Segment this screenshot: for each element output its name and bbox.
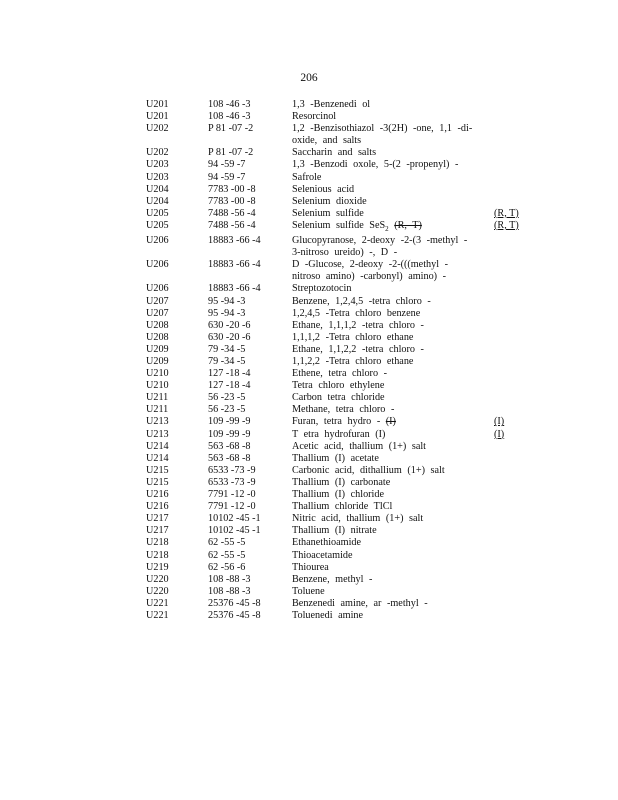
- substance-name: [292, 147, 492, 159]
- cas-number: 108 -46 -3: [208, 111, 251, 123]
- table-row: [146, 308, 526, 320]
- table-row: [146, 586, 526, 598]
- waste-code: U204: [146, 183, 169, 195]
- table-row: [146, 477, 526, 489]
- table-row: [146, 332, 526, 344]
- cas-number: 7488 -56 -4: [208, 219, 256, 231]
- table-row: [146, 111, 526, 123]
- waste-code: U202: [146, 147, 169, 159]
- substance-name-line: Thallium (I) chloride: [292, 489, 384, 501]
- substance-name: [292, 99, 492, 111]
- table-row: [146, 489, 526, 501]
- substance-name-line: Resorcinol: [292, 111, 337, 123]
- hazard-code: (R, T): [494, 207, 519, 219]
- waste-code: U203: [146, 159, 169, 171]
- table-row: [146, 368, 526, 380]
- waste-code: U203: [146, 171, 169, 183]
- substance-name: [292, 235, 492, 259]
- cas-number: 108 -46 -3: [208, 99, 251, 110]
- cas-number: 7783 -00 -8: [208, 195, 256, 207]
- hazard-code: (R, T): [494, 219, 519, 231]
- cas-number: 109 -99 -9: [208, 428, 251, 440]
- cas-number: 10102 -45 -1: [208, 525, 261, 537]
- substance-name-line: 1,1,1,2 -Tetra chloro ethane: [292, 331, 414, 343]
- table-row: [146, 598, 526, 610]
- waste-code: U213: [146, 428, 169, 440]
- substance-name-line-2: oxide, and salts: [292, 135, 362, 147]
- substance-name-line: Thallium (I) nitrate: [292, 525, 377, 537]
- table-row: [146, 259, 526, 283]
- table-row: [146, 404, 526, 416]
- waste-code: U218: [146, 537, 169, 549]
- subscript: 2: [385, 224, 389, 233]
- table-row: [146, 513, 526, 525]
- cas-number: 6533 -73 -9: [208, 476, 256, 488]
- cas-number: 127 -18 -4: [208, 380, 251, 392]
- cas-number: 563 -68 -8: [208, 440, 251, 452]
- substance-name: [292, 562, 492, 574]
- table-row: [146, 208, 526, 220]
- waste-code: U210: [146, 368, 169, 380]
- substance-name-line: Thallium chloride TlCl: [292, 501, 393, 513]
- cas-number: 94 -59 -7: [208, 159, 246, 171]
- cas-number: 62 -55 -5: [208, 549, 246, 561]
- waste-code: U211: [146, 392, 169, 404]
- table-row: [146, 610, 526, 622]
- substance-name-line: Thallium (I) acetate: [292, 452, 379, 464]
- substance-name: [292, 429, 492, 441]
- substance-name-line: Nitric acid, thallium (1+) salt: [292, 513, 424, 525]
- substance-name: [292, 283, 492, 295]
- substance-name: [292, 308, 492, 320]
- cas-number: 79 -34 -5: [208, 356, 246, 367]
- substance-name-line: Benzenedi amine, ar -methyl -: [292, 597, 428, 609]
- table-row: [146, 429, 526, 441]
- substance-name-line: Selenious acid: [292, 183, 355, 195]
- waste-code: U207: [146, 307, 169, 319]
- substance-name: [292, 525, 492, 537]
- table-row: [146, 184, 526, 196]
- waste-code: U221: [146, 609, 169, 621]
- table-row: [146, 283, 526, 295]
- table-row: [146, 550, 526, 562]
- cas-number: 18883 -66 -4: [208, 235, 261, 247]
- substance-name: [292, 501, 492, 513]
- waste-code: U219: [146, 561, 169, 573]
- hazard-code: (I): [494, 428, 505, 440]
- table-row: [146, 416, 526, 428]
- substance-name-line: 1,1,2,2 -Tetra chloro ethane: [292, 356, 414, 367]
- cas-number: 79 -34 -5: [208, 343, 246, 355]
- substance-name: [292, 368, 492, 380]
- waste-code: U207: [146, 295, 169, 307]
- substance-name-line: Thioacetamide: [292, 549, 353, 561]
- substance-name: [292, 489, 492, 501]
- cas-number: 127 -18 -4: [208, 368, 251, 380]
- substance-name: [292, 380, 492, 392]
- table-row: [146, 380, 526, 392]
- table-row: [146, 392, 526, 404]
- waste-code: U220: [146, 585, 169, 597]
- substance-name: [292, 598, 492, 610]
- table-row: [146, 99, 526, 111]
- struck-text: (R, T): [394, 219, 422, 231]
- table-row: [146, 525, 526, 537]
- substance-name-line: Saccharin and salts: [292, 147, 377, 159]
- table-row: [146, 320, 526, 332]
- waste-code: U216: [146, 501, 169, 513]
- substance-name-line: 1,3 -Benzenedi ol: [292, 99, 371, 110]
- substance-name: [292, 196, 492, 208]
- waste-code: U220: [146, 573, 169, 585]
- substance-name-line: Toluenedi amine: [292, 609, 364, 621]
- waste-code: U201: [146, 99, 169, 110]
- substance-name: [292, 344, 492, 356]
- substance-name: [292, 332, 492, 344]
- waste-code: U217: [146, 525, 169, 537]
- table-row: [146, 441, 526, 453]
- waste-code: U213: [146, 416, 169, 428]
- substance-name-line: Ethane, 1,1,1,2 -tetra chloro -: [292, 319, 424, 331]
- substance-name-line: Safrole: [292, 171, 322, 183]
- waste-code: U205: [146, 219, 169, 231]
- table-row: [146, 159, 526, 171]
- substance-name: [292, 184, 492, 196]
- cas-number: 7791 -12 -0: [208, 501, 256, 513]
- cas-number: 25376 -45 -8: [208, 597, 261, 609]
- waste-code: U209: [146, 356, 169, 367]
- cas-number: 563 -68 -8: [208, 452, 251, 464]
- table-row: [146, 562, 526, 574]
- substance-name-line: Selenium sulfide: [292, 207, 364, 219]
- substance-name: [292, 513, 492, 525]
- struck-text: (I): [385, 416, 396, 428]
- table-row: [146, 356, 526, 368]
- page-number: 206: [300, 72, 318, 84]
- cas-number: 94 -59 -7: [208, 171, 246, 183]
- waste-code: U214: [146, 440, 169, 452]
- substance-name: [292, 220, 492, 235]
- waste-code: U216: [146, 489, 169, 501]
- substance-name-line: Streptozotocin: [292, 283, 352, 295]
- waste-code: U215: [146, 464, 169, 476]
- substance-name-line: Furan, tetra hydro -: [292, 416, 381, 428]
- waste-code: U214: [146, 452, 169, 464]
- substance-name: [292, 416, 492, 428]
- cas-number: 108 -88 -3: [208, 585, 251, 597]
- substance-name: [292, 550, 492, 562]
- table-row: [146, 537, 526, 549]
- waste-code: U205: [146, 207, 169, 219]
- substance-name-line: 1,2,4,5 -Tetra chloro benzene: [292, 307, 421, 319]
- cas-number: P 81 -07 -2: [208, 147, 254, 159]
- substance-name: [292, 465, 492, 477]
- cas-number: P 81 -07 -2: [208, 123, 254, 135]
- substance-name-line: Ethanethioamide: [292, 537, 362, 549]
- table-row: [146, 296, 526, 308]
- cas-number: 25376 -45 -8: [208, 609, 261, 621]
- waste-code: U206: [146, 283, 169, 295]
- waste-code: U206: [146, 235, 169, 247]
- substance-name-line: Acetic acid, thallium (1+) salt: [292, 440, 427, 452]
- table-row: [146, 501, 526, 513]
- waste-code: U208: [146, 319, 169, 331]
- table-row: [146, 235, 526, 259]
- waste-code: U218: [146, 549, 169, 561]
- cas-number: 95 -94 -3: [208, 307, 246, 319]
- cas-number: 108 -88 -3: [208, 573, 251, 585]
- cas-number: 7488 -56 -4: [208, 207, 256, 219]
- substance-name: [292, 477, 492, 489]
- substance-name-line-2: nitroso amino) -carbonyl) amino) -: [292, 271, 447, 283]
- substance-name: [292, 610, 492, 622]
- substance-name-line: Ethane, 1,1,2,2 -tetra chloro -: [292, 343, 424, 355]
- table-row: [146, 172, 526, 184]
- cas-number: 630 -20 -6: [208, 319, 251, 331]
- substance-name: [292, 159, 492, 171]
- waste-code: U208: [146, 331, 169, 343]
- substance-name: [292, 123, 492, 147]
- substance-name-line: Toluene: [292, 585, 325, 597]
- substance-name-line: Thiourea: [292, 561, 329, 573]
- substance-name-line: Ethene, tetra chloro -: [292, 368, 387, 380]
- cas-number: 7783 -00 -8: [208, 183, 256, 195]
- substance-name-line-2: 3-nitroso ureido) -, D -: [292, 247, 398, 259]
- cas-number: 109 -99 -9: [208, 416, 251, 428]
- table-row: [146, 344, 526, 356]
- waste-code: U204: [146, 195, 169, 207]
- substance-name-line: Tetra chloro ethylene: [292, 380, 385, 392]
- waste-code: U210: [146, 380, 169, 392]
- substance-name-line: Benzene, 1,2,4,5 -tetra chloro -: [292, 295, 431, 307]
- table-row: [146, 123, 526, 147]
- cas-number: 18883 -66 -4: [208, 283, 261, 295]
- substance-name: [292, 404, 492, 416]
- substance-name-line: Carbonic acid, dithallium (1+) salt: [292, 464, 445, 476]
- substance-name: [292, 392, 492, 404]
- substance-name-line: Thallium (I) carbonate: [292, 476, 391, 488]
- substance-name: [292, 441, 492, 453]
- cas-number: 62 -55 -5: [208, 537, 246, 549]
- table-row: [146, 147, 526, 159]
- hazard-code: (I): [494, 416, 505, 428]
- waste-code: U202: [146, 123, 169, 135]
- table-row: [146, 574, 526, 586]
- cas-number: 95 -94 -3: [208, 295, 246, 307]
- waste-code: U221: [146, 597, 169, 609]
- waste-code: U206: [146, 259, 169, 271]
- table-row: [146, 220, 526, 235]
- substance-name-line: Carbon tetra chloride: [292, 392, 385, 404]
- cas-number: 18883 -66 -4: [208, 259, 261, 271]
- waste-code: U215: [146, 476, 169, 488]
- substance-name: [292, 356, 492, 368]
- cas-number: 7791 -12 -0: [208, 489, 256, 501]
- cas-number: 56 -23 -5: [208, 404, 246, 416]
- substance-name-line: Benzene, methyl -: [292, 573, 373, 585]
- substance-name: [292, 453, 492, 465]
- substance-name: [292, 172, 492, 184]
- substance-name: [292, 111, 492, 123]
- waste-code: U217: [146, 513, 169, 525]
- substance-name-line: T etra hydrofuran (I): [292, 428, 386, 440]
- cas-number: 6533 -73 -9: [208, 464, 256, 476]
- cas-number: 62 -56 -6: [208, 561, 246, 573]
- substance-name: [292, 259, 492, 283]
- substance-name: [292, 537, 492, 549]
- waste-code-table: [146, 99, 526, 622]
- substance-name: [292, 586, 492, 598]
- waste-code: U211: [146, 404, 169, 416]
- substance-name-line: 1,2 -Benzisothiazol -3(2H) -one, 1,1 -di-: [292, 123, 473, 135]
- substance-name-line: Methane, tetra chloro -: [292, 404, 395, 416]
- cas-number: 10102 -45 -1: [208, 513, 261, 525]
- substance-name-line: 1,3 -Benzodi oxole, 5-(2 -propenyl) -: [292, 159, 459, 171]
- waste-code: U209: [146, 343, 169, 355]
- cas-number: 56 -23 -5: [208, 392, 246, 404]
- cas-number: 630 -20 -6: [208, 331, 251, 343]
- substance-name-line: Glucopyranose, 2-deoxy -2-(3 -methyl -: [292, 235, 468, 247]
- substance-name-line: D -Glucose, 2-deoxy -2-(((methyl -: [292, 259, 448, 271]
- table-row: [146, 465, 526, 477]
- substance-name-line: Selenium sulfide SeS: [292, 219, 386, 231]
- substance-name: [292, 296, 492, 308]
- substance-name-line: Selenium dioxide: [292, 195, 367, 207]
- substance-name: [292, 574, 492, 586]
- waste-code: U201: [146, 111, 169, 123]
- table-row: [146, 196, 526, 208]
- substance-name: [292, 320, 492, 332]
- table-row: [146, 453, 526, 465]
- substance-name: [292, 208, 492, 220]
